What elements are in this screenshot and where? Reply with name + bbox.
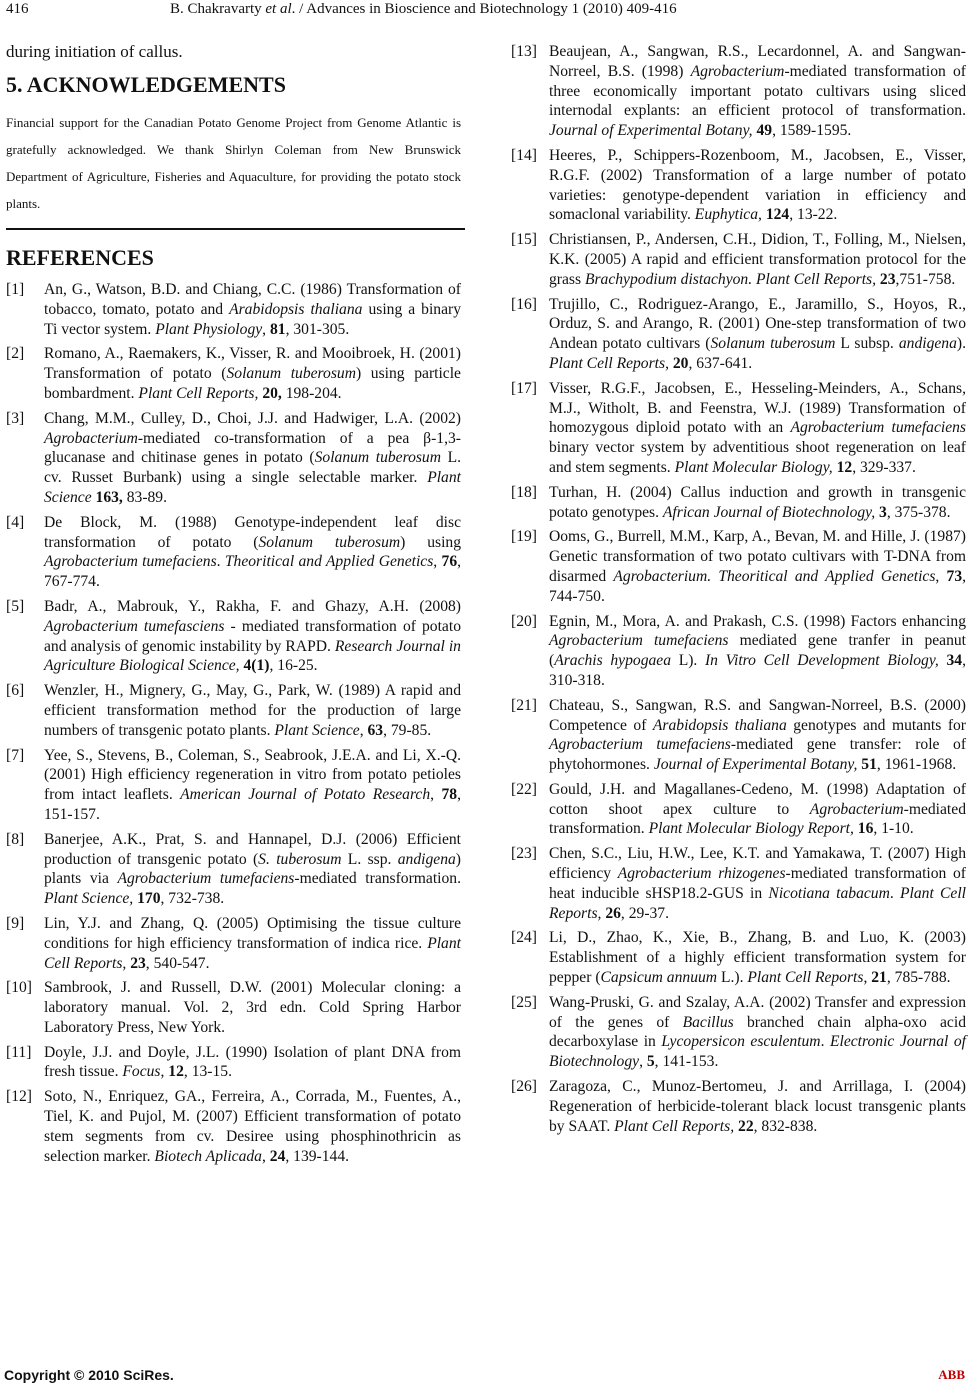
reference-number: [10] bbox=[6, 979, 32, 997]
reference-volume: 12 bbox=[168, 1063, 184, 1081]
reference-text bbox=[549, 780, 966, 839]
reference-segment: ,751-758. bbox=[895, 270, 956, 288]
reference-italic: Journal of Experimental Botany, bbox=[549, 122, 753, 140]
reference-segment: . bbox=[216, 553, 225, 571]
reference-italic: Agrobacterium tumefaciens bbox=[549, 736, 731, 754]
reference-segment: , bbox=[935, 567, 947, 585]
reference-segment: , 1961-1968. bbox=[876, 756, 957, 774]
reference-italic: Lycopersicon esculentum bbox=[661, 1033, 821, 1051]
reference-text bbox=[549, 230, 966, 289]
reference-italic: Solanum tuberosum bbox=[258, 533, 401, 551]
reference-item bbox=[6, 513, 461, 592]
reference-italic: Plant Science bbox=[44, 469, 461, 506]
page-number: 416 bbox=[6, 1, 29, 17]
reference-item bbox=[511, 146, 966, 225]
reference-segment: Beaujean, A., Sangwan, R.S., Lecardonnel, A. and Sangwan-Norreel, B.S. (1998) bbox=[549, 43, 966, 80]
reference-segment: -mediated gene transfer: role of phytohormones. bbox=[549, 736, 967, 774]
reference-segment: Trujillo, C., Rodriguez-Arango, E., Jaramillo, S., Hoyos, R., Orduz, S. and Arango, R. (2001) One-step transformation of two Andean potato cultivars ( bbox=[549, 295, 966, 353]
reference-segment: L.). bbox=[717, 969, 748, 987]
reference-segment: , 16-25. bbox=[269, 657, 318, 675]
reference-segment: binary vector system by adventitious shoot regeneration on leaf and stem segments. bbox=[549, 439, 966, 476]
reference-volume: 3 bbox=[879, 503, 887, 521]
reference-item bbox=[511, 993, 966, 1072]
reference-text bbox=[549, 993, 966, 1072]
reference-item bbox=[511, 1077, 966, 1136]
reference-segment: using a binary Ti vector system. bbox=[44, 300, 461, 338]
reference-segment: 83-89. bbox=[122, 488, 168, 506]
reference-italic: Agrobacterium tumefaciens bbox=[790, 419, 967, 437]
reference-segment: Yee, S., Stevens, B., Coleman, S., Seabrook, J.E.A. and Li, X.-Q. (2001) High efficiency regeneration in vitro from potato petioles from intact leaflets. bbox=[44, 746, 461, 804]
reference-text bbox=[549, 696, 966, 775]
reference-segment: Chateau, S., Sangwan, R.S. and Sangwan-Norreel, B.S. (2000) Competence of bbox=[549, 696, 966, 734]
reference-item bbox=[511, 928, 966, 987]
reference-segment: , 732-738. bbox=[160, 890, 225, 908]
reference-item bbox=[6, 1087, 461, 1166]
reference-number: [19] bbox=[511, 528, 537, 546]
reference-segment: ) using particle bombardment. bbox=[44, 365, 461, 402]
reference-italic: Brachypodium distachyon. Plant Cell Reports, bbox=[584, 270, 876, 288]
reference-number: [6] bbox=[6, 682, 25, 700]
reference-item bbox=[511, 379, 966, 478]
reference-number: [5] bbox=[6, 597, 25, 615]
reference-item bbox=[6, 746, 461, 825]
reference-segment: - mediated transformation of potato and analysis of genomic instability by RAPD. bbox=[44, 617, 461, 655]
reference-italic: Agrobacterium tumefaciens bbox=[117, 870, 295, 888]
reference-segment: , 301-305. bbox=[285, 320, 350, 338]
copyright-notice: Copyright © 2010 SciRes. bbox=[4, 1367, 174, 1383]
reference-segment: Soto, N., Enriquez, GA., Ferreira, A., Corrada, M., Fuentes, A., Tiel, K. and Pujol, M. (2007) Efficient transformation of potato stem segments from cv. Desiree using phosphinothricin as selection marker. bbox=[44, 1088, 461, 1165]
reference-italic: Solanum tuberosum bbox=[710, 335, 836, 353]
reference-number: [17] bbox=[511, 379, 537, 397]
reference-volume: 81 bbox=[269, 320, 286, 338]
reference-italic: Plant Science bbox=[274, 721, 360, 739]
reference-italic: Plant Cell Reports, bbox=[549, 884, 967, 922]
reference-item bbox=[511, 780, 966, 839]
reference-number: [22] bbox=[511, 780, 537, 798]
reference-italic: Biotech Aplicada bbox=[154, 1147, 262, 1165]
reference-italic: Research Journal in Agriculture Biological Science, bbox=[44, 637, 461, 675]
reference-text bbox=[44, 280, 461, 339]
reference-item bbox=[6, 597, 461, 676]
references-heading: REFERENCES bbox=[6, 245, 154, 270]
reference-segment: -mediated co-transformation of a pea β-1,3-glucanase and chitinase genes in potato ( bbox=[44, 429, 461, 467]
reference-italic: Agrobacterium tumefasciens bbox=[44, 617, 225, 635]
reference-segment: L subsp. bbox=[835, 335, 899, 353]
reference-segment: An, G., Watson, B.D. and Chiang, C.C. (1986) Transformation of tobacco, tomato, potato and bbox=[44, 281, 461, 318]
reference-italic: Agrobacterium bbox=[809, 800, 904, 818]
reference-number: [21] bbox=[511, 696, 537, 714]
reference-text bbox=[549, 844, 966, 923]
reference-text bbox=[44, 597, 461, 676]
reference-segment: Visser, R.G.F., Jacobsen, E., Hesseling-Meinders, A., Schans, M.J., Witholt, B. and Feenstra, W.J. (1989) Transformation of homozygous diploid potato with an bbox=[549, 379, 966, 437]
reference-segment: Li, D., Zhao, K., Xie, B., Zhang, B. and Luo, K. (2003) Establishment of a highly efficient transformation system for pepper ( bbox=[549, 929, 966, 987]
reference-item bbox=[6, 344, 461, 403]
reference-volume: 4(1) bbox=[243, 657, 270, 675]
reference-segment: Chen, S.C., Liu, H.W., Lee, K.T. and Yamakawa, T. (2007) High efficiency bbox=[549, 845, 966, 883]
reference-italic: Solanum tuberosum bbox=[226, 365, 356, 383]
reference-segment: -mediated transformation of three economically important potato cultivars using sliced internodal explants: an efficient protocol of transformation. bbox=[549, 62, 966, 120]
reference-text bbox=[44, 513, 461, 592]
reference-volume: 12 bbox=[836, 458, 853, 476]
reference-item bbox=[511, 230, 966, 289]
reference-segment: Egnin, M., Mora, A. and Prakash, C.S. (1998) Factors enhancing bbox=[549, 612, 966, 630]
reference-segment: , bbox=[639, 1053, 647, 1071]
reference-volume: 51 bbox=[861, 756, 877, 774]
reference-item bbox=[6, 280, 461, 339]
reference-volume: 22 bbox=[738, 1117, 754, 1135]
reference-segment: Doyle, J.J. and Doyle, J.L. (1990) Isolation of plant DNA from fresh tissue. bbox=[44, 1043, 461, 1081]
reference-text bbox=[44, 914, 461, 973]
reference-number: [20] bbox=[511, 612, 537, 630]
reference-segment: branched chain alpha-oxo acid decarboxylase in bbox=[549, 1013, 966, 1051]
reference-item bbox=[511, 527, 966, 606]
reference-text bbox=[549, 527, 966, 606]
reference-segment: -mediated transformation. bbox=[549, 800, 966, 838]
reference-item bbox=[511, 483, 966, 523]
reference-text bbox=[44, 1087, 461, 1166]
reference-segment: , bbox=[262, 320, 270, 338]
reference-segment: De Block, M. (1988) Genotype-independent leaf disc transformation of potato ( bbox=[44, 513, 461, 551]
reference-segment: , bbox=[261, 1147, 270, 1165]
running-title-authors: B. Chakravarty bbox=[170, 1, 266, 17]
reference-segment: . bbox=[889, 884, 901, 902]
reference-italic: Agrobacterium tumefaciens bbox=[549, 632, 729, 650]
reference-italic: Solanum tuberosum bbox=[314, 449, 441, 467]
reference-number: [14] bbox=[511, 146, 537, 164]
reference-segment: , 1-10. bbox=[873, 820, 914, 838]
reference-segment: Heeres, P., Schippers-Rozenboom, M., Jacobsen, E., Visser, R.G.F. (2002) Transformation of a large number of potato varieties: genotype-dependent variation in efficiency and somaclonal variability. bbox=[549, 146, 966, 224]
reference-italic: Agrobacterium bbox=[690, 62, 785, 80]
reference-italic: Journal of Experimental Botany, bbox=[653, 756, 858, 774]
reference-italic: Plant Science, bbox=[44, 890, 134, 908]
reference-text bbox=[549, 928, 966, 987]
reference-segment: L. ssp. bbox=[341, 850, 398, 868]
reference-text bbox=[44, 830, 461, 909]
reference-italic: In Vitro Cell Development Biology, bbox=[704, 652, 939, 670]
reference-number: [24] bbox=[511, 929, 537, 947]
reference-text bbox=[549, 612, 966, 691]
reference-italic: Agrobacterium. Theoritical and Applied Genetics bbox=[613, 567, 936, 585]
reference-number: [4] bbox=[6, 513, 25, 531]
running-title-etal: et al bbox=[265, 1, 292, 17]
reference-segment: Romano, A., Raemakers, K., Visser, R. and Mooibroek, H. (2001) Transformation of potato ( bbox=[44, 345, 461, 383]
reference-item bbox=[6, 914, 461, 973]
reference-segment: Christiansen, P., Andersen, C.H., Didion, T., Folling, M., Nielsen, K.K. (2005) A rapid and efficient transformation protocol for the grass bbox=[549, 231, 966, 288]
reference-italic: Arabidopsis thaliana bbox=[652, 716, 787, 734]
reference-number: [8] bbox=[6, 830, 25, 848]
reference-list-left bbox=[6, 280, 461, 1166]
reference-text bbox=[549, 295, 966, 374]
reference-segment: -mediated transformation of heat inducible sHSP18.2-GUS in bbox=[549, 865, 966, 902]
reference-segment: L. cv. Russet Burbank) using a single selectable marker. bbox=[44, 449, 461, 487]
running-title-rest: . / Advances in Bioscience and Biotechnology 1 (2010) 409-416 bbox=[291, 1, 677, 17]
reference-segment: , bbox=[433, 553, 442, 571]
reference-segment: Sambrook, J. and Russell, D.W. (2001) Molecular cloning: a laboratory manual. Vol. 2, 3rd edn. Cold Spring Harbor Laboratory Press, New York. bbox=[44, 979, 461, 1036]
reference-text bbox=[44, 344, 461, 403]
reference-italic: Plant Cell Reports, bbox=[614, 1117, 735, 1135]
reference-text bbox=[549, 483, 966, 523]
reference-italic: Electronic Journal of Biotechnology bbox=[549, 1033, 966, 1071]
reference-number: [23] bbox=[511, 845, 537, 863]
reference-segment: Wenzler, H., Mignery, G., May, G., Park, W. (1989) A rapid and efficient transformation method for the production of large numbers of transgenic potato plants. bbox=[44, 682, 461, 739]
reference-segment: Gould, J.H. and Magallanes-Cedeno, M. (1998) Adaptation of cotton shoot apex culture to bbox=[549, 780, 966, 818]
reference-segment: , 832-838. bbox=[753, 1117, 818, 1135]
reference-italic: Theoritical and Applied Genetics bbox=[224, 553, 434, 571]
reference-text bbox=[44, 681, 461, 740]
reference-volume: 63 bbox=[367, 721, 384, 739]
reference-segment: L). bbox=[671, 652, 705, 670]
reference-text bbox=[549, 1077, 966, 1136]
reference-volume: 21 bbox=[871, 969, 887, 987]
reference-volume: 34 bbox=[946, 652, 963, 670]
reference-segment: , bbox=[863, 969, 872, 987]
reference-segment: ) plants via bbox=[44, 850, 461, 888]
reference-text bbox=[44, 409, 461, 508]
reference-segment: , 1589-1595. bbox=[772, 122, 852, 140]
reference-volume: 78 bbox=[441, 786, 458, 804]
acknowledgements-heading: 5. ACKNOWLEDGEMENTS bbox=[6, 72, 286, 97]
reference-segment: , 13-15. bbox=[183, 1063, 232, 1081]
reference-italic: Plant Molecular Biology, bbox=[674, 458, 833, 476]
running-title bbox=[170, 1, 677, 18]
reference-italic: S. tuberosum bbox=[258, 850, 342, 868]
reference-item bbox=[511, 696, 966, 775]
reference-item bbox=[6, 1043, 461, 1083]
reference-italic: Capsicum annuum bbox=[600, 969, 718, 987]
reference-italic: andigena bbox=[898, 335, 957, 353]
reference-number: [26] bbox=[511, 1078, 537, 1096]
reference-number: [16] bbox=[511, 295, 537, 313]
intro-text: during initiation of callus. bbox=[6, 42, 183, 61]
reference-text bbox=[44, 1043, 461, 1083]
reference-segment: Turhan, H. (2004) Callus induction and growth in transgenic potato genotypes. bbox=[549, 483, 966, 521]
reference-segment: 198-204. bbox=[281, 384, 342, 402]
reference-segment: mediated gene tranfer in peanut ( bbox=[549, 632, 967, 670]
reference-italic: Plant Molecular Biology Report, bbox=[648, 820, 854, 838]
reference-italic: Agrobacterium bbox=[44, 429, 138, 447]
reference-italic: Plant Cell Reports bbox=[549, 354, 666, 372]
reference-italic: Plant Cell Reports, bbox=[44, 934, 461, 972]
reference-number: [13] bbox=[511, 43, 537, 60]
reference-segment: , 785-788. bbox=[886, 969, 951, 987]
reference-segment: Ooms, G., Burrell, M.M., Karp, A., Bevan, M. and Hille, J. (1987) Genetic transformation of two potato cultivars with T-DNA from disarmed bbox=[549, 528, 966, 585]
reference-volume: 23 bbox=[879, 270, 896, 288]
reference-item bbox=[6, 681, 461, 740]
reference-italic: American Journal of Potato Research bbox=[180, 786, 431, 804]
reference-segment: , 13-22. bbox=[789, 206, 838, 224]
reference-volume: 20, bbox=[262, 384, 282, 402]
reference-italic: Arachis hypogaea bbox=[554, 652, 672, 670]
reference-number: [12] bbox=[6, 1088, 32, 1106]
reference-item bbox=[511, 295, 966, 374]
reference-italic: Nicotiana tabacum bbox=[768, 884, 890, 902]
reference-list-right bbox=[511, 42, 966, 1136]
journal-abbreviation: ABB bbox=[938, 1367, 965, 1382]
reference-segment: , 540-547. bbox=[145, 954, 210, 972]
reference-item bbox=[511, 844, 966, 923]
reference-item bbox=[6, 409, 461, 508]
reference-italic: Plant Cell Reports, bbox=[138, 384, 259, 402]
reference-segment: , 637-641. bbox=[688, 354, 753, 372]
reference-segment: Banerjee, A.K., Prat, S. and Hannapel, D.J. (2006) Efficient production of transgenic potato ( bbox=[44, 830, 461, 868]
reference-italic: African Journal of Biotechnology, bbox=[662, 503, 876, 521]
reference-number: [18] bbox=[511, 483, 537, 501]
reference-segment: ). bbox=[956, 335, 966, 353]
reference-segment: Zaragoza, C., Munoz-Bertomeu, J. and Arrillaga, I. (2004) Regeneration of herbicide-tolerant black locust transgenic plants by SAAT. bbox=[549, 1078, 966, 1135]
reference-italic: Agrobacterium tumefaciens bbox=[44, 553, 217, 571]
reference-segment: genotypes and mutants for bbox=[786, 716, 967, 734]
reference-italic: Plant Cell Reports bbox=[747, 969, 864, 987]
reference-segment: , 744-750. bbox=[549, 567, 967, 605]
reference-segment: , bbox=[430, 786, 442, 804]
reference-segment: -mediated transformation. bbox=[294, 870, 461, 888]
reference-italic: Arabidopsis thaliana bbox=[229, 300, 363, 318]
reference-segment: Badr, A., Mabrouk, Y., Rakha, F. and Ghazy, A.H. (2008) bbox=[44, 597, 461, 615]
reference-segment: , 141-153. bbox=[654, 1053, 719, 1071]
reference-text bbox=[549, 379, 966, 478]
reference-segment: , bbox=[665, 354, 673, 372]
reference-segment: , 767-774. bbox=[44, 553, 462, 591]
reference-volume: 76 bbox=[441, 553, 458, 571]
reference-segment: Chang, M.M., Culley, D., Choi, J.J. and Hadwiger, L.A. (2002) bbox=[44, 409, 461, 427]
reference-segment: , bbox=[359, 721, 368, 739]
reference-segment: , 139-144. bbox=[285, 1147, 350, 1165]
reference-segment: , 79-85. bbox=[383, 721, 432, 739]
reference-number: [15] bbox=[511, 231, 537, 249]
reference-italic: andigena bbox=[397, 850, 456, 868]
reference-segment: , bbox=[160, 1063, 169, 1081]
section-divider bbox=[6, 228, 465, 230]
reference-volume: 20 bbox=[672, 354, 689, 372]
reference-segment: , 329-337. bbox=[852, 458, 916, 476]
reference-number: [25] bbox=[511, 993, 537, 1011]
reference-volume: 124 bbox=[765, 206, 790, 224]
reference-segment: , 151-157. bbox=[44, 786, 461, 823]
reference-volume: 23 bbox=[130, 954, 146, 972]
reference-segment: , 375-378. bbox=[886, 503, 951, 521]
reference-italic: Plant Physiology bbox=[155, 320, 263, 338]
acknowledgements-body: Financial support for the Canadian Potato Genome Project from Genome Atlantic is gratefully acknowledged. We thank Shirlyn Coleman from New Brunswick Department of Agriculture, Fisheries and Aquaculture, for providing the potato stock plants. bbox=[6, 115, 461, 211]
reference-segment: ) using bbox=[400, 533, 461, 551]
left-column bbox=[6, 40, 461, 1171]
reference-volume: 73 bbox=[946, 567, 963, 585]
reference-number: [11] bbox=[6, 1043, 32, 1061]
reference-italic: Euphytica, bbox=[694, 206, 762, 224]
reference-item bbox=[6, 978, 461, 1037]
reference-italic: Bacillus bbox=[682, 1013, 734, 1031]
reference-number: [3] bbox=[6, 409, 25, 427]
reference-italic: Focus bbox=[122, 1063, 161, 1081]
reference-segment: , 29-37. bbox=[620, 904, 669, 922]
reference-volume: 170 bbox=[137, 890, 161, 908]
reference-volume: 5 bbox=[646, 1053, 655, 1071]
reference-segment: Lin, Y.J. and Zhang, Q. (2005) Optimising the tissue culture conditions for high efficiency transformation of indica rice. bbox=[44, 914, 461, 952]
reference-volume: 163, bbox=[95, 488, 123, 506]
reference-item bbox=[511, 42, 966, 141]
reference-number: [2] bbox=[6, 345, 25, 363]
reference-number: [7] bbox=[6, 746, 25, 764]
reference-text bbox=[44, 746, 461, 825]
reference-italic: Agrobacterium rhizogenes bbox=[617, 865, 786, 883]
reference-volume: 16 bbox=[857, 820, 874, 838]
reference-item bbox=[6, 830, 461, 909]
reference-segment: Wang-Pruski, G. and Szalay, A.A. (2002) Transfer and expression of the genes of bbox=[549, 993, 966, 1031]
reference-volume: 26 bbox=[605, 904, 621, 922]
reference-segment: . bbox=[820, 1033, 830, 1051]
reference-segment: , 310-318. bbox=[549, 652, 966, 689]
reference-number: [1] bbox=[6, 281, 25, 298]
reference-volume: 49 bbox=[756, 122, 773, 140]
reference-text bbox=[549, 146, 966, 225]
reference-text bbox=[44, 978, 461, 1037]
reference-item bbox=[511, 612, 966, 691]
reference-number: [9] bbox=[6, 914, 25, 932]
right-column bbox=[511, 42, 966, 1141]
reference-volume: 24 bbox=[269, 1147, 286, 1165]
reference-text bbox=[549, 42, 966, 141]
